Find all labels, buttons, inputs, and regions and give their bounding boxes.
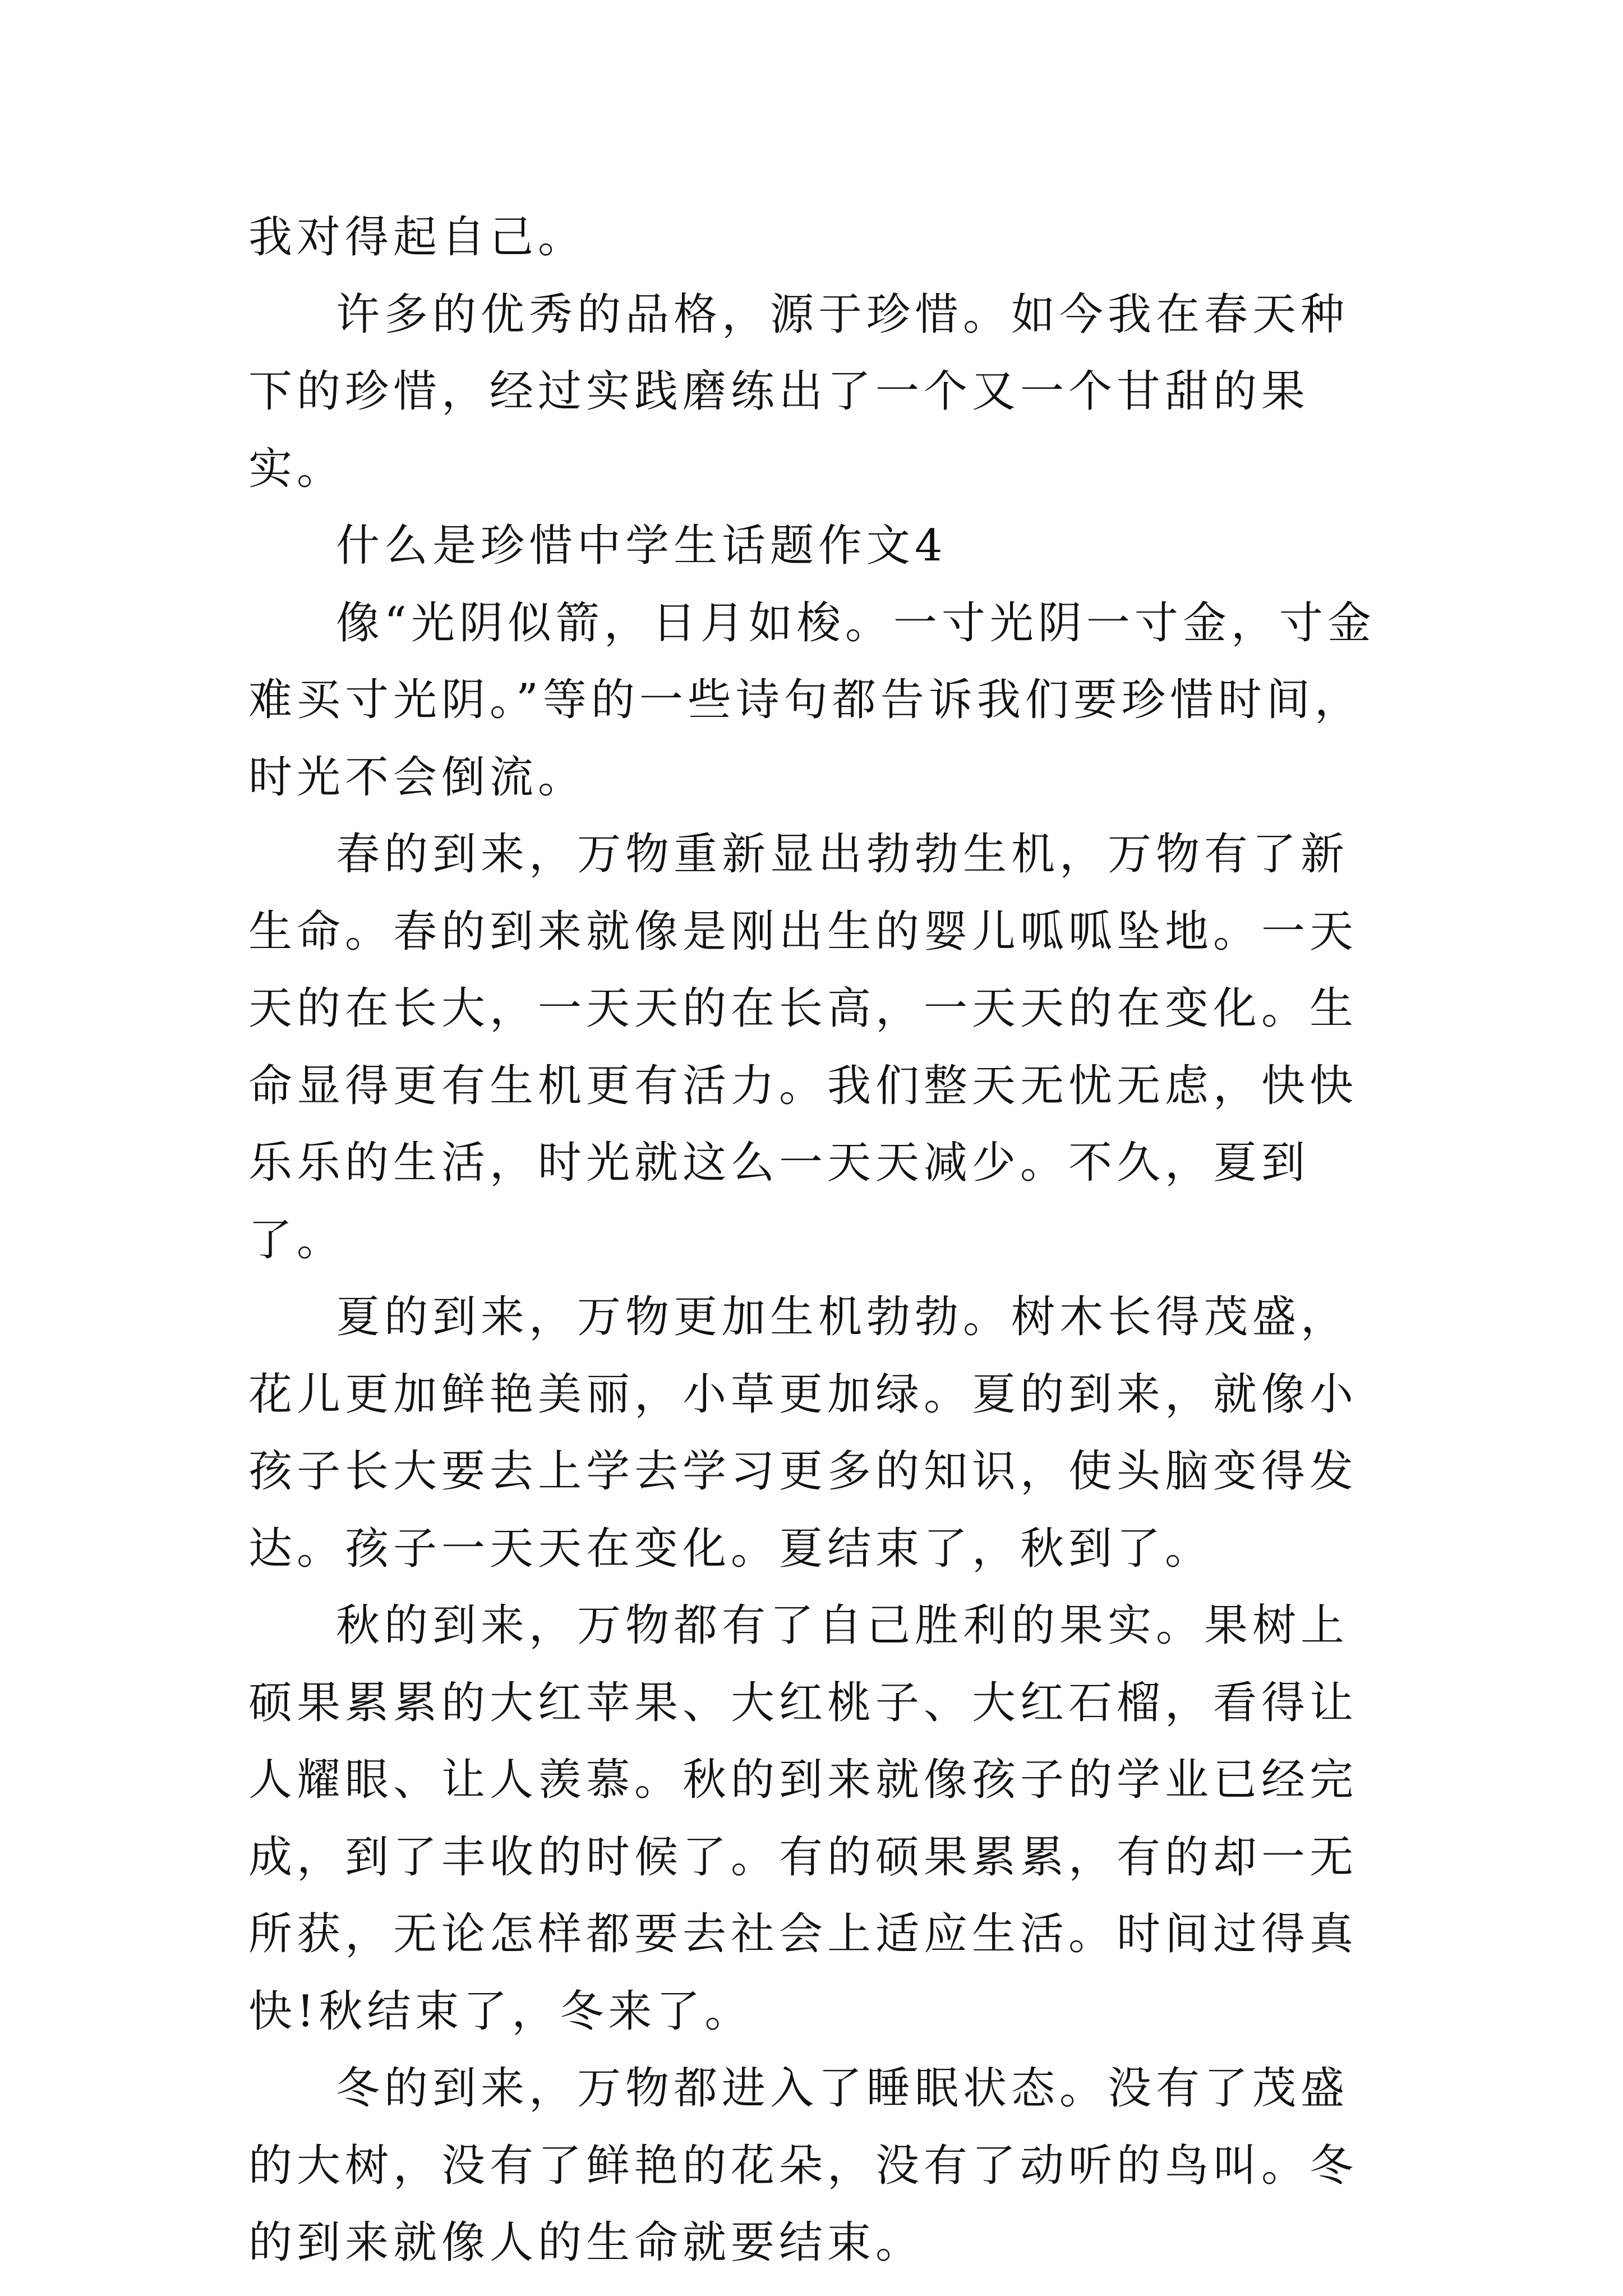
paragraph: 春的到来，万物重新显出勃勃生机，万物有了新生命。春的到来就像是刚出生的婴儿呱呱坠地。一天天的在长大，一天天的在长高，一天天的在变化。生命显得更有生机更有活力。我们整天无忧无虑，快快乐乐的生活，时光就这么一天天减少。不久，夏到了。	[248, 829, 1358, 1266]
paragraph: 秋的到来，万物都有了自己胜利的果实。果树上硕果累累的大红苹果、大红桃子、大红石榴，看得让人耀眼、让人羡慕。秋的到来就像孩子的学业已经完成，到了丰收的时候了。有的硕果累累，有的却一无所获，无论怎样都要去社会上适应生活。时间过得真快!秋结束了，冬来了。	[248, 1600, 1358, 2037]
paragraph: 我对得起自己。	[248, 212, 587, 263]
paragraph: 许多的优秀的品格，源于珍惜。如今我在春天种下的珍惜，经过实践磨练出了一个又一个甘甜的果实。	[248, 289, 1349, 494]
paragraph: 夏的到来，万物更加生机勃勃。树木长得茂盛，花儿更加鲜艳美丽，小草更加绿。夏的到来，就像小孩子长大要去上学去学习更多的知识，使头脑变得发达。孩子一天天在变化。夏结束了，秋到了。	[248, 1292, 1358, 1574]
paragraph: 像“光阴似箭，日月如梭。一寸光阴一寸金，寸金难买寸光阴。”等的一些诗句都告诉我们要珍惜时间，时光不会倒流。	[248, 597, 1376, 803]
essay-body	[248, 199, 1393, 2282]
paragraph: 冬的到来，万物都进入了睡眠状态。没有了茂盛的大树，没有了鲜艳的花朵，没有了动听的鸟叫。冬的到来就像人的生命就要结束。	[248, 2063, 1358, 2268]
essay-heading: 什么是珍惜中学生话题作文4	[336, 521, 947, 571]
